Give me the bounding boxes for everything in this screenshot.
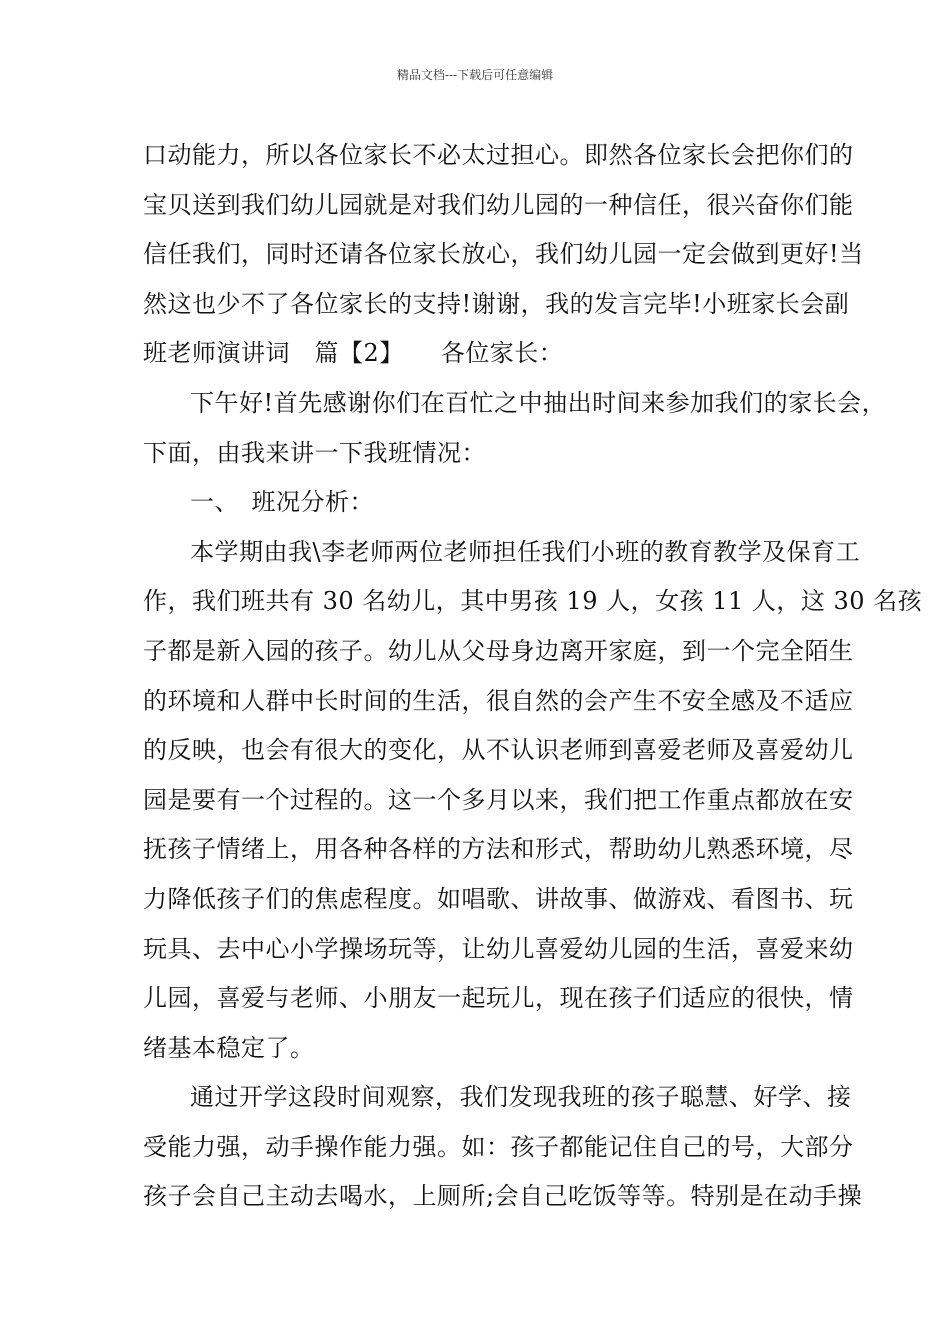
text-line: 抚孩子情绪上，用各种各样的方法和形式，帮助幼儿熟悉环境，尽 xyxy=(143,835,854,864)
paragraph-first-line: 本学期由我\李老师两位老师担任我们小班的教育教学及保育工 xyxy=(190,537,861,566)
text-line: 的反映，也会有很大的变化，从不认识老师到喜爱老师及喜爱幼儿 xyxy=(143,736,854,765)
text-line: 下面，由我来讲一下我班情况： xyxy=(143,438,486,467)
text-line: 力降低孩子们的焦虑程度。如唱歌、讲故事、做游戏、看图书、玩 xyxy=(143,884,854,913)
text-line: 然这也少不了各位家长的支持!谢谢，我的发言完毕!小班家长会副 xyxy=(143,289,850,318)
text-line: 玩具、去中心小学操场玩等，让幼儿喜爱幼儿园的生活，喜爱来幼 xyxy=(143,934,854,963)
text-line: 口动能力，所以各位家长不必太过担心。即然各位家长会把你们的 xyxy=(143,141,854,169)
text-line: 子都是新入园的孩子。幼儿从父母身边离开家庭，到一个完全陌生 xyxy=(143,636,854,665)
page-header: 精品文档---下载后可任意编辑 xyxy=(396,68,554,82)
paragraph-first-line: 下午好!首先感谢你们在百忙之中抽出时间来参加我们的家长会， xyxy=(190,388,887,417)
text-line: 的环境和人群中长时间的生活，很自然的会产生不安全感及不适应 xyxy=(143,686,854,715)
text-line: 园是要有一个过程的。这一个多月以来，我们把工作重点都放在安 xyxy=(143,785,854,814)
text-line: 儿园，喜爱与老师、小朋友一起玩儿，现在孩子们适应的很快，情 xyxy=(143,984,854,1013)
document-body xyxy=(143,131,923,1222)
text-line: 作，我们班共有 30 名幼儿，其中男孩 19 人，女孩 11 人，这 30 名孩 xyxy=(143,587,923,616)
paragraph-first-line: 通过开学这段时间观察，我们发现我班的孩子聪慧、好学、接 xyxy=(190,1083,852,1112)
text-line: 信任我们，同时还请各位家长放心，我们幼儿园一定会做到更好!当 xyxy=(143,240,864,269)
text-line: 绪基本稳定了。 xyxy=(143,1033,315,1062)
section-title-line: 班老师演讲词 篇【2】 各位家长： xyxy=(143,339,564,368)
section-heading: 一、 班况分析： xyxy=(190,488,374,517)
text-line: 宝贝送到我们幼儿园就是对我们幼儿园的一种信任，很兴奋你们能 xyxy=(143,190,854,219)
text-line: 受能力强，动手操作能力强。如：孩子都能记住自己的号，大部分 xyxy=(143,1132,854,1161)
text-line: 孩子会自己主动去喝水，上厕所;会自己吃饭等等。特别是在动手操 xyxy=(143,1182,863,1211)
